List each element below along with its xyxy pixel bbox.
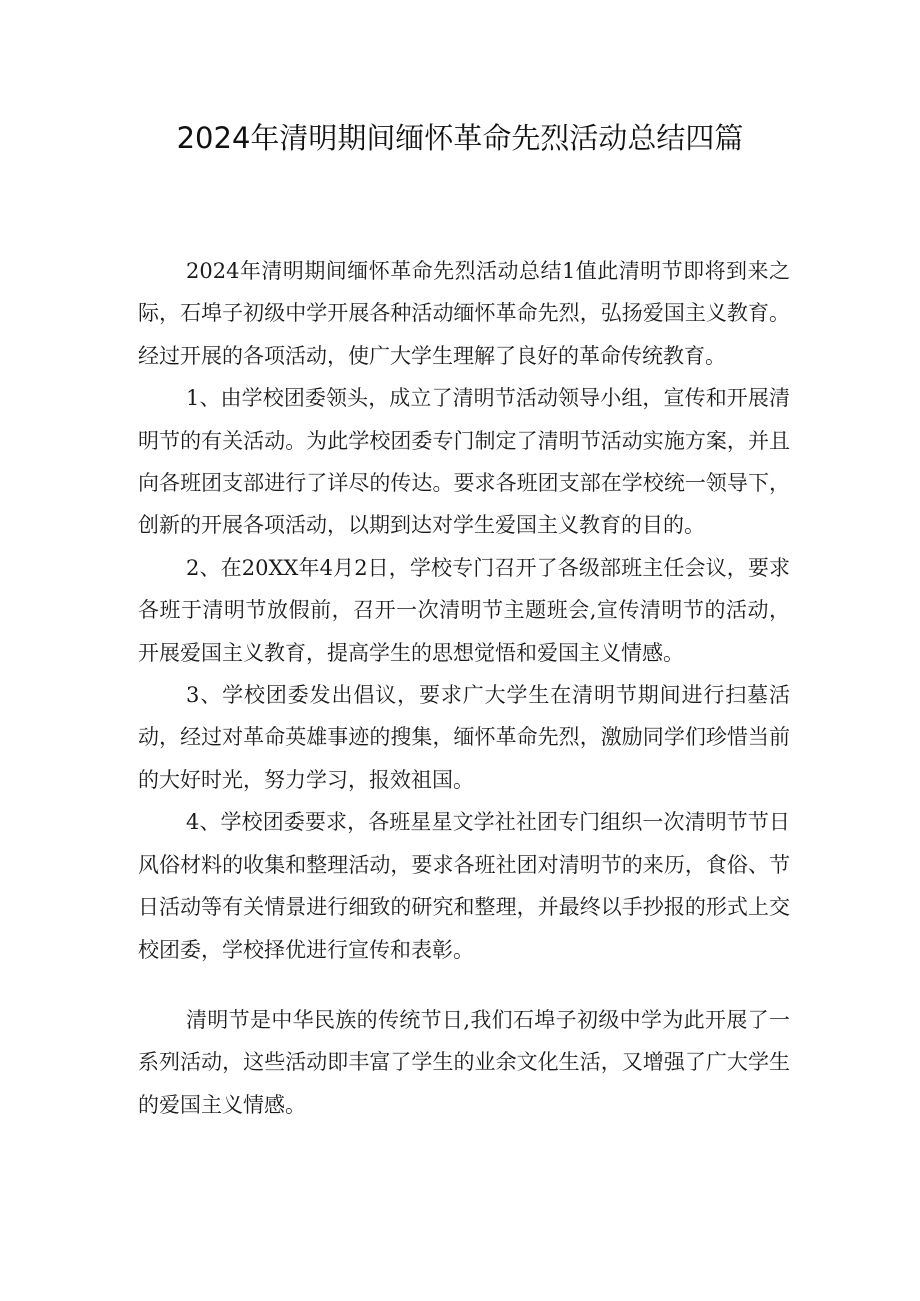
paragraph-item-4: 4、学校团委要求，各班星星文学社社团专门组织一次清明节节日风俗材料的收集和整理活动，要求各班社团对清明节的来历，食俗、节日活动等有关情景进行细致的研究和整理，并最终以手抄报的形式上交校团委，学校择优进行宣传和表彰。: [138, 810, 790, 962]
paragraph-item-3: 3、学校团委发出倡议，要求广大学生在清明节期间进行扫墓活动，经过对革命英雄事迹的搜集，缅怀革命先烈，激励同学们珍惜当前的大好时光，努力学习，报效祖国。: [138, 683, 790, 792]
paragraph-item-1: 1、由学校团委领头，成立了清明节活动领导小组，宣传和开展清明节的有关活动。为此学校团委专门制定了清明节活动实施方案，并且向各班团支部进行了详尽的传达。要求各班团支部在学校统一领导下，创新的开展各项活动，以期到达对学生爱国主义教育的目的。: [138, 386, 790, 538]
paragraph-conclusion: 清明节是中华民族的传统节日,我们石埠子初级中学为此开展了一系列活动，这些活动即丰富了学生的业余文化生活，又增强了广大学生的爱国主义情感。: [138, 1007, 790, 1117]
paragraph-item-2: 2、在20XX年4月2日，学校专门召开了各级部班主任会议，要求各班于清明节放假前，召开一次清明节主题班会,宣传清明节的活动，开展爱国主义教育，提高学生的思想觉悟和爱国主义情感。: [138, 555, 790, 665]
document-body: [138, 250, 790, 1126]
document-title: 2024年清明期间缅怀革命先烈活动总结四篇: [176, 121, 744, 155]
paragraph-intro: 2024年清明期间缅怀革命先烈活动总结1值此清明节即将到来之际，石埠子初级中学开展各种活动缅怀革命先烈，弘扬爱国主义教育。经过开展的各项活动，使广大学生理解了良好的革命传统教育。: [138, 259, 790, 368]
